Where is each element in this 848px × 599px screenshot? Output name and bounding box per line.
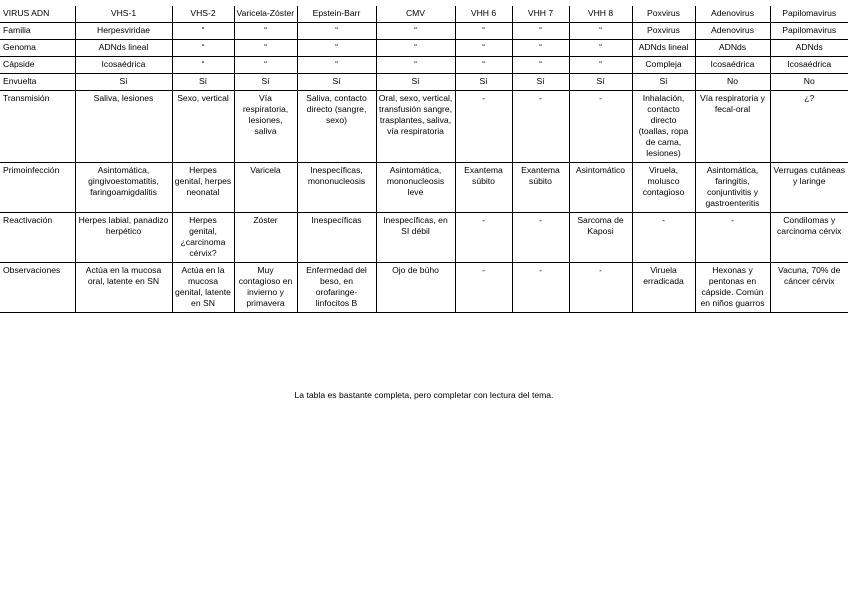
table-cell: Asintomática, faringitis, conjuntivitis y gastroenteritis [695,163,770,213]
table-cell: Sí [569,74,632,91]
table-cell: - [512,91,569,163]
table-cell: Papilomavirus [770,23,848,40]
row-label: Transmisión [0,91,75,163]
row-label: Cápside [0,57,75,74]
table-cell: - [455,263,512,313]
column-header: VHH 8 [569,6,632,23]
table-cell: - [569,91,632,163]
table-cell: Herpesviridae [75,23,172,40]
table-cell: ADNds lineal [75,40,172,57]
table-cell: “ [512,57,569,74]
table-cell: Herpes labial, panadizo herpético [75,213,172,263]
row-label: Genoma [0,40,75,57]
table-cell: Viruela erradicada [632,263,695,313]
column-header: VHH 6 [455,6,512,23]
table-cell: “ [172,23,234,40]
table-cell: “ [455,57,512,74]
table-cell: Icosaédrica [695,57,770,74]
table-row [0,91,848,163]
table-row [0,57,848,74]
table-cell: Vía respiratoria y fecal-oral [695,91,770,163]
column-header: VHS-2 [172,6,234,23]
table-cell: Viruela, molusco contagioso [632,163,695,213]
table-cell: “ [569,57,632,74]
table-cell: ¿? [770,91,848,163]
table-cell: Ojo de búho [376,263,455,313]
table-cell: Inespecíficas [297,213,376,263]
table-cell: Herpes genital, herpes neonatal [172,163,234,213]
table-cell: No [770,74,848,91]
table-cell: “ [297,40,376,57]
table-cell: ADNds lineal [632,40,695,57]
column-header: VIRUS ADN [0,6,75,23]
table-body [0,6,848,313]
table-cell: “ [512,40,569,57]
table-cell: Sí [512,74,569,91]
table-cell: - [512,213,569,263]
table-cell: ADNds [695,40,770,57]
column-header: Poxvirus [632,6,695,23]
table-cell: “ [455,40,512,57]
row-label: Reactivación [0,213,75,263]
table-cell: Varicela [234,163,297,213]
table-cell: Oral, sexo, vertical, transfusión sangre, trasplantes, saliva, vía respiratoria [376,91,455,163]
column-header: VHH 7 [512,6,569,23]
table-cell: Saliva, lesiones [75,91,172,163]
column-header: CMV [376,6,455,23]
table-cell: Verrugas cutáneas y laringe [770,163,848,213]
table-cell: “ [234,23,297,40]
table-cell: Adenovirus [695,23,770,40]
table-cell: “ [234,57,297,74]
table-cell: Sexo, vertical [172,91,234,163]
table-cell: Zóster [234,213,297,263]
column-header: VHS-1 [75,6,172,23]
table-cell: “ [376,23,455,40]
table-cell: “ [234,40,297,57]
table-cell: - [695,213,770,263]
table-cell: Muy contagioso en invierno y primavera [234,263,297,313]
row-label: Observaciones [0,263,75,313]
table-header-row [0,6,848,23]
table-cell: Inespecíficas, en SI débil [376,213,455,263]
table-cell: Enfermedad del beso, en orofaringe-linfocitos B [297,263,376,313]
table-cell: Inespecíficas, mononucleosis [297,163,376,213]
table-cell: - [455,213,512,263]
table-cell: Asintomática, gingivoestomatitis, faringoamigdalitis [75,163,172,213]
table-cell: Vacuna, 70% de cáncer cérvix [770,263,848,313]
table-cell: “ [172,57,234,74]
table-cell: Asintomática, mononucleosis leve [376,163,455,213]
column-header: Epstein-Barr [297,6,376,23]
table-cell: Sí [455,74,512,91]
table-cell: “ [569,23,632,40]
table-cell: Sí [632,74,695,91]
table-cell: - [512,263,569,313]
row-label: Primoinfección [0,163,75,213]
row-label: Envuelta [0,74,75,91]
table-cell: - [632,213,695,263]
table-cell: Actúa en la mucosa oral, latente en SN [75,263,172,313]
table-cell: Actúa en la mucosa genital, latente en SN [172,263,234,313]
table-cell: Hexonas y pentonas en cápside. Común en niños guarros [695,263,770,313]
table-cell: Exantema súbito [512,163,569,213]
table-cell: Herpes genital, ¿carcinoma cérvix? [172,213,234,263]
table-cell: Asintomático [569,163,632,213]
table-row [0,23,848,40]
table-row [0,213,848,263]
table-cell: Vía respiratoria, lesiones, saliva [234,91,297,163]
table-cell: “ [172,40,234,57]
table-cell: Icosaédrica [770,57,848,74]
table-cell: “ [512,23,569,40]
table-cell: Sí [75,74,172,91]
virus-table [0,6,848,313]
table-caption: La tabla es bastante completa, pero completar con lectura del tema. [294,390,554,400]
table-cell: Sí [234,74,297,91]
column-header: Papilomavirus [770,6,848,23]
table-cell: ADNds [770,40,848,57]
column-header: Varicela-Zóster [234,6,297,23]
table-row [0,163,848,213]
table-cell: Condilomas y carcinoma cérvix [770,213,848,263]
table-row [0,40,848,57]
table-cell: Sí [172,74,234,91]
table-cell: Sarcoma de Kaposi [569,213,632,263]
table-cell: Sí [297,74,376,91]
table-cell: “ [455,23,512,40]
table-row [0,74,848,91]
table-cell: “ [297,57,376,74]
table-cell: Inhalación, contacto directo (toallas, ropa de cama, lesiones) [632,91,695,163]
column-header: Adenovirus [695,6,770,23]
table-cell: Exantema súbito [455,163,512,213]
table-cell: Sí [376,74,455,91]
table-cell: “ [376,57,455,74]
table-cell: - [455,91,512,163]
row-label: Familia [0,23,75,40]
table-cell: No [695,74,770,91]
table-cell: “ [376,40,455,57]
table-cell: Poxvirus [632,23,695,40]
table-cell: - [569,263,632,313]
table-row [0,263,848,313]
table-cell: Icosaédrica [75,57,172,74]
table-cell: “ [297,23,376,40]
table-cell: “ [569,40,632,57]
table-cell: Compleja [632,57,695,74]
table-cell: Saliva, contacto directo (sangre, sexo) [297,91,376,163]
